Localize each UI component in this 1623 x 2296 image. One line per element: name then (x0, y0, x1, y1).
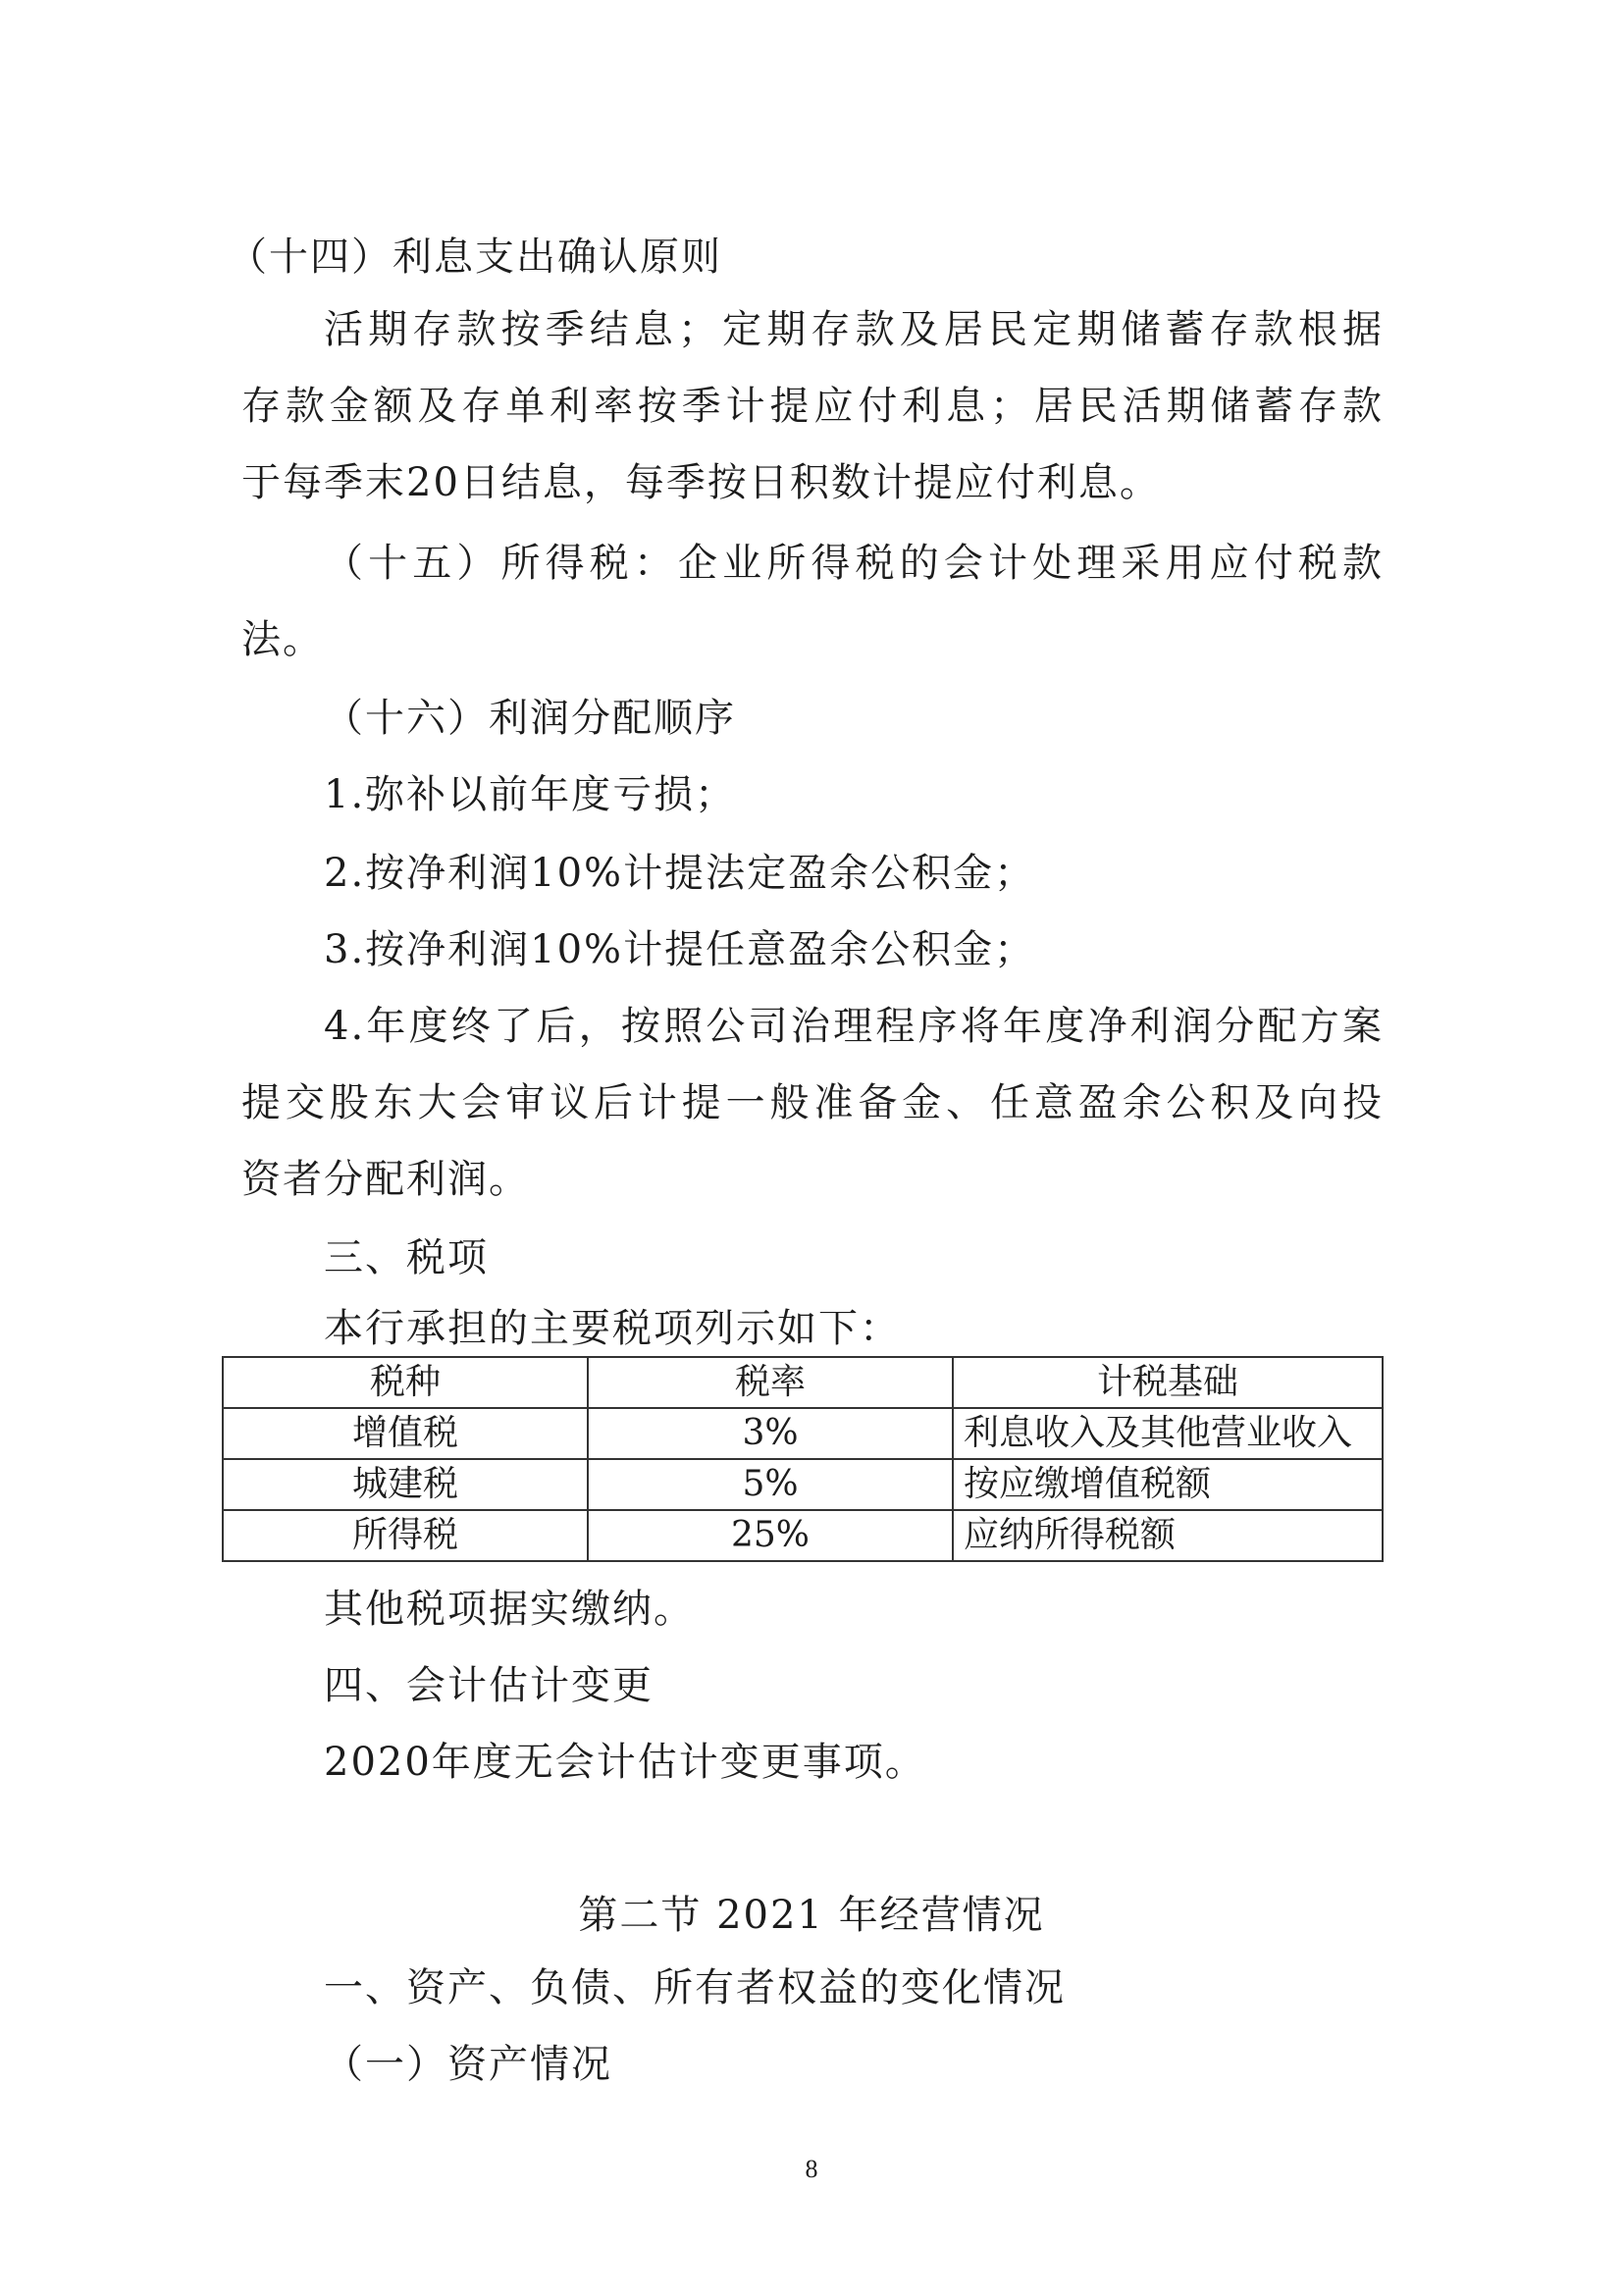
table-header-row (223, 1357, 1383, 1408)
table-row (223, 1510, 1383, 1561)
list-item: 2.按净利润10%计提法定盈余公积金； (324, 851, 1036, 896)
table-cell: 5% (588, 1459, 953, 1510)
table-cell: 城建税 (223, 1459, 588, 1510)
subsection-heading: 一、资产、负债、所有者权益的变化情况 (324, 1965, 1066, 2010)
paragraph-line: 法。 (241, 617, 324, 662)
tax-intro: 本行承担的主要税项列示如下： (324, 1306, 901, 1351)
list-item: 3.按净利润10%计提任意盈余公积金； (324, 927, 1036, 972)
column-header: 税率 (588, 1357, 953, 1408)
tax-note: 其他税项据实缴纳。 (324, 1587, 695, 1632)
page-number: 8 (805, 2155, 818, 2183)
section-heading-16: （十六）利润分配顺序 (324, 696, 736, 741)
paragraph-line: 提交股东大会审议后计提一般准备金、任意盈余公积及向投 (241, 1080, 1384, 1125)
list-item: 1.弥补以前年度亏损； (324, 772, 737, 817)
estimates-text: 2020年度无会计估计变更事项。 (324, 1740, 926, 1785)
table-cell: 3% (588, 1408, 953, 1459)
tax-table (222, 1356, 1384, 1562)
table-cell: 所得税 (223, 1510, 588, 1561)
table-row (223, 1408, 1383, 1459)
section-title: 第二节 2021 年经营情况 (578, 1893, 1045, 1938)
section-heading-estimates: 四、会计估计变更 (324, 1663, 654, 1708)
table-cell: 利息收入及其他营业收入 (953, 1408, 1383, 1459)
list-item: 4.年度终了后，按照公司治理程序将年度净利润分配方案 (324, 1004, 1384, 1049)
paragraph-line: 活期存款按季结息；定期存款及居民定期储蓄存款根据 (324, 307, 1384, 352)
paragraph-line: 资者分配利润。 (241, 1157, 530, 1202)
section-heading-14: （十四）利息支出确认原则 (228, 235, 722, 280)
paragraph-line: 于每季末20日结息，每季按日积数计提应付利息。 (241, 460, 1161, 505)
section-heading-tax: 三、税项 (324, 1235, 489, 1280)
table-cell: 应纳所得税额 (953, 1510, 1383, 1561)
paragraph-line: （十五）所得税：企业所得税的会计处理采用应付税款 (324, 541, 1384, 586)
table-cell: 增值税 (223, 1408, 588, 1459)
column-header: 计税基础 (953, 1357, 1383, 1408)
column-header: 税种 (223, 1357, 588, 1408)
table-cell: 按应缴增值税额 (953, 1459, 1383, 1510)
table-row (223, 1459, 1383, 1510)
table-cell: 25% (588, 1510, 953, 1561)
subsection-heading: （一）资产情况 (324, 2042, 612, 2087)
paragraph-line: 存款金额及存单利率按季计提应付利息；居民活期储蓄存款 (241, 384, 1384, 429)
